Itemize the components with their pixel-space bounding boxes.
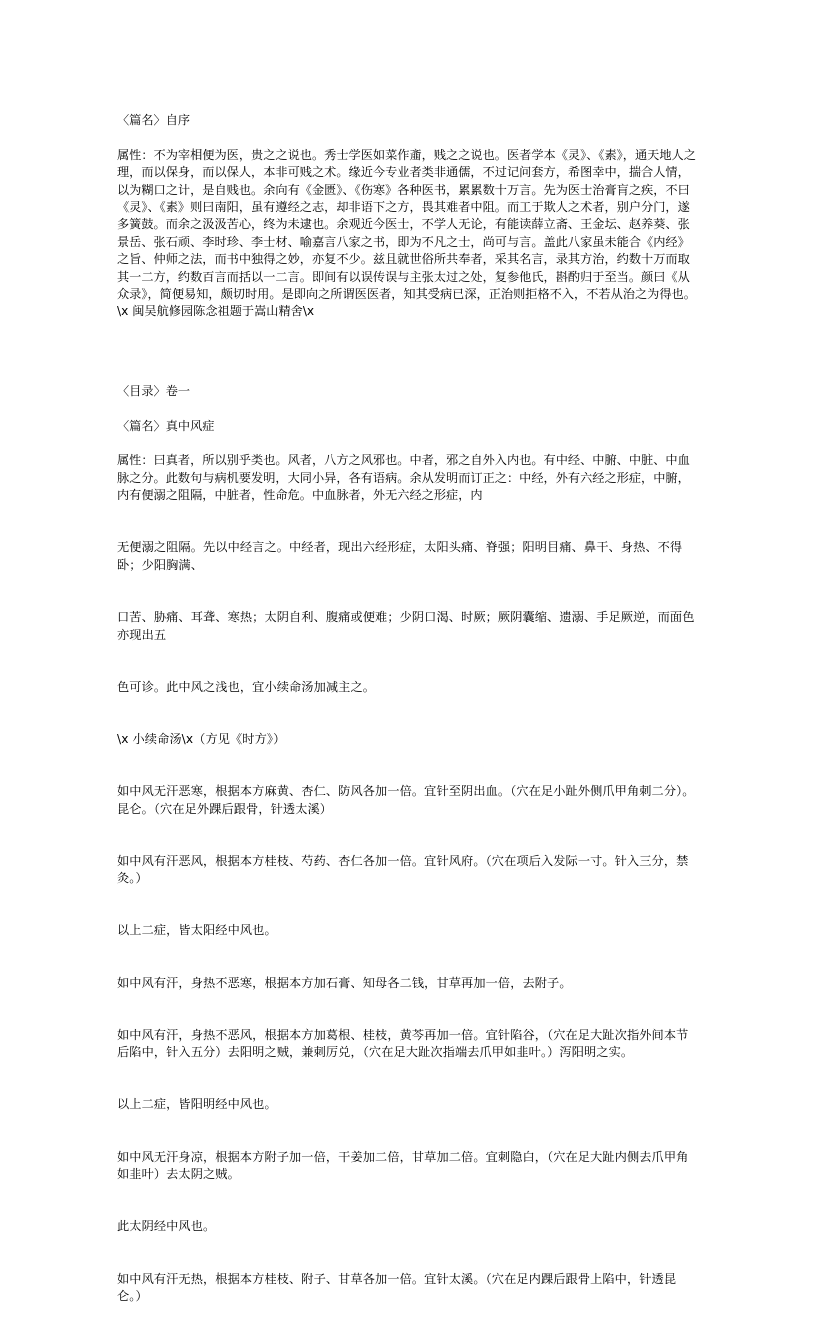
chapter-body-lines: [117, 505, 700, 1340]
preface-body: 属性：不为宰相便为医，贵之之说也。秀士学医如菜作齑，贱之之说也。医者学本《灵》、《素》，通天地人之理，而以保身，而以保人，本非可贱之术。缘近今专业者类非通儒，不过记问套方，希图幸中，揣合人情，以为糊口之计，是自贱也。余向有《金匮》、《伤寒》各种医书，累累数十万言。先为医士治膏肓之疾，不曰《灵》、《素》则曰南阳，虽有遵经之志，却非语下之方，畏其难者中阻。而工于欺人之术者，别户分门，遂多簧鼓。而余之汲汲苦心，终为未逮也。余观近今医士，不学人无论，有能读薛立斋、王金坛、赵养葵、张景岳、张石顽、李时珍、李士材、喻嘉言八家之书，即为不凡之士，尚可与言。盖此八家虽未能合《内经》之旨、仲师之法，而书中独得之妙，亦复不少。兹且就世俗所共奉者，采其名言，录其方治，约数十万而取其一二方，约数百言而括以一二言。即间有以误传误与主张太过之处，复参他氏，斟酌归于至当。颜曰《从众录》，简便易知，颇切时用。是即向之所谓医医者，知其受病已深，正治则拒格不入，不若从治之为得也。: [117, 147, 696, 302]
spacer: [117, 400, 700, 417]
chapter-body-intro: 属性：曰真者，所以别乎类也。风者，八方之风邪也。中者，邪之自外入内也。有中经、中腑、中脏、中血脉之分。此数句与病机要发明，大同小异，各有语病。余从发明而订正之：中经，外有六经之形症，中腑，内有便溺之阻隔，中脏者，性命危。中血脉者，外无六经之形症，内: [117, 453, 690, 503]
spacer: [117, 129, 700, 146]
preface-signature: \x 闽吴航修园陈念祖题于嵩山精舍\x: [117, 304, 315, 319]
body-line: 如中风有汗恶风，根据本方桂枝、芍药、杏仁各加一倍。宜针风府。（穴在项后入发际一寸。针入三分，禁灸。）: [117, 853, 689, 886]
section-divider: [117, 321, 700, 383]
body-line: 口苦、胁痛、耳聋、寒热；太阴自利、腹痛或便难；少阴口渴、时厥；厥阴囊缩、遗溺、手足厥逆，而面色亦现出五: [117, 610, 695, 642]
body-line: 无便溺之阻隔。先以中经言之。中经者，现出六经形症，太阳头痛、脊强；阳明目痛、鼻干、身热、不得卧；少阳胸满、: [117, 540, 683, 572]
body-line-summary: 以上二症，皆太阳经中风也。: [117, 923, 277, 938]
preface-heading: 〈篇名〉自序: [117, 113, 191, 127]
body-line: 如中风无汗身凉，根据本方附子加一倍，干姜加二倍，甘草加二倍。宜刺隐白，（穴在足大趾内侧去爪甲角如韭叶）去太阴之贼。: [117, 1149, 689, 1182]
body-line: 如中风有汗，身热不恶风，根据本方加葛根、桂枝，黄芩再加一倍。宜针陷谷，（穴在足大趾次指外间本节后陷中，针入五分）去阳明之贼，兼刺厉兑，（穴在足大趾次指端去爪甲如韭叶。）泻阳明之实。: [117, 1027, 689, 1060]
body-line-summary: 以上二症，皆阳明经中风也。: [117, 1097, 277, 1112]
spacer: [117, 435, 700, 452]
body-line-summary: 此太阴经中风也。: [117, 1219, 216, 1234]
body-line: 如中风有汗无热，根据本方桂枝、附子、甘草各加一倍。宜针太溪。（穴在足内踝后跟骨上陷中，针透昆仑。）: [117, 1271, 677, 1303]
chapter-heading: 〈篇名〉真中风症: [117, 418, 215, 433]
catalog-heading: 〈目录〉卷一: [117, 383, 191, 398]
body-line: 如中风无汗恶寒，根据本方麻黄、杏仁、防风各加一倍。宜针至阴出血。（穴在足小趾外侧爪甲角刺二分）。昆仑。（穴在足外踝后跟骨，针透太溪）: [117, 784, 695, 816]
body-line-formula-name: \x 小续命汤\x（方见《时方》）: [117, 731, 286, 746]
body-line: 如中风有汗，身热不恶寒，根据本方加石膏、知母各二钱，甘草再加一倍，去附子。: [117, 975, 572, 990]
body-line: 色可诊。此中风之浅也，宜小续命汤加减主之。: [117, 679, 376, 694]
